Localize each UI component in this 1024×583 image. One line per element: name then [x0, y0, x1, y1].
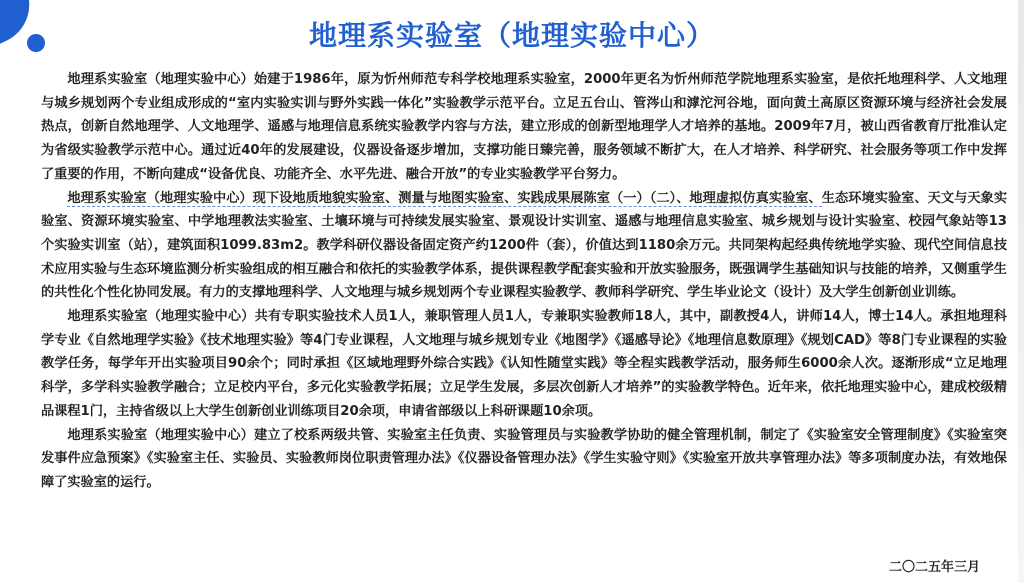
paragraph-staff: 地理系实验室（地理实验中心）共有专职实验技术人员1人，兼职管理人员1人，专兼职实验教师18人，其中，副教授4人，讲师14人，博士14人。承担地理科学专业《自然地理学实验》《技术地理实验》等4门专业课程，人文地理与城乡规划专业《地图学》《遥感导论》《地理信息数原理》《规划CAD》等8门专业课程的实验教学任务，每学年开出实验项目90余个；同时承担《区域地理野外综合实践》《认知性随堂实践》等全程实践教学活动，服务师生6000余人次。逐渐形成“立足地理科学，多学科实验教学融合；立足校内平台，多元化实验教学拓展；立足学生发展，多层次创新人才培养”的实验教学特色。近年来，依托地理实验中心，建成校级精品课程1门，主持省级以上大学生创新创业训练项目20余项，申请省部级以上科研课题10余项。 [41, 309, 1007, 419]
paragraph-facilities-lead: 地理系实验室（地理实验中心）现下设地质地貌实验室、测量与地图实验室、实践成果展陈室（一）（二）、地理虚拟仿真实验室、 [67, 190, 822, 206]
page-title: 地理系实验室（地理实验中心） [308, 19, 715, 52]
paragraph-facilities [41, 187, 1007, 306]
document-date: 二〇二五年三月 [888, 560, 980, 575]
paragraph-facilities-list: 生态环境实验室、天文与天象实验室、资源环境实验室、中学地理教法实验室、土壤环境与可持续发展实验室、景观设计实训室、遥感与地理信息实验室、城乡规划与设计实验室、校园气象站等13个实验实训室（站），建筑面积1099.83m2。教学科研仪器设备固定资产约1200件（套），价值达到1180 [41, 190, 1008, 253]
body-text [41, 68, 1007, 495]
paragraph-facilities-tail: 余万元。共同架构起经典传统地学实验、现代空间信息技术应用实验与生态环境监测分析实验组成的相互融合和依托的实验教学体系，提供课程教学配套实验和开放实验服务，既强调学生基础知识与技能的培养，又侧重学生的共性化个性化协同发展。有力的支撑地理科学、人文地理与城乡规划两个专业课程实验教学、教师科学研究、学生毕业论文（设计）及大学生创新创业训练。 [41, 237, 1008, 301]
page-edge-shadow [1018, 0, 1024, 583]
paragraph-history: 地理系实验室（地理实验中心）始建于1986年，原为忻州师范专科学校地理系实验室，2000年更名为忻州师范学院地理系实验室，是依托地理科学、人文地理与城乡规划两个专业组成形成的“室内实验实训与野外实践一体化”实验教学示范平台。立足五台山、管涔山和滹沱河谷地，面向黄土高原区资源环境与经济社会发展热点，创新自然地理学、人文地理学、遥感与地理信息系统实验教学内容与方法，建立形成的创新型地理学人才培养的基地。2009年7月，被山西省教育厅批准认定为省级实验教学示范中心。通过近40年的发展建设，仪器设备逐步增加，支撑功能日臻完善，服务领域不断扩大，在人才培养、科学研究、社会服务等项工作中发挥了重要的作用，不断向建成“设备优良、功能齐全、水平先进、融合开放”的专业实验教学平台努力。 [41, 72, 1007, 182]
paragraph-management: 地理系实验室（地理实验中心）建立了校系两级共管、实验室主任负责、实验管理员与实验教学协助的健全管理机制，制定了《实验室安全管理制度》《实验室突发事件应急预案》《实验室主任、实验员、实验教师岗位职责管理办法》《仪器设备管理办法》《学生实验守则》《实验室开放共享管理办法》等多项制度办法，有效地保障了实验室的运行。 [41, 427, 1007, 490]
